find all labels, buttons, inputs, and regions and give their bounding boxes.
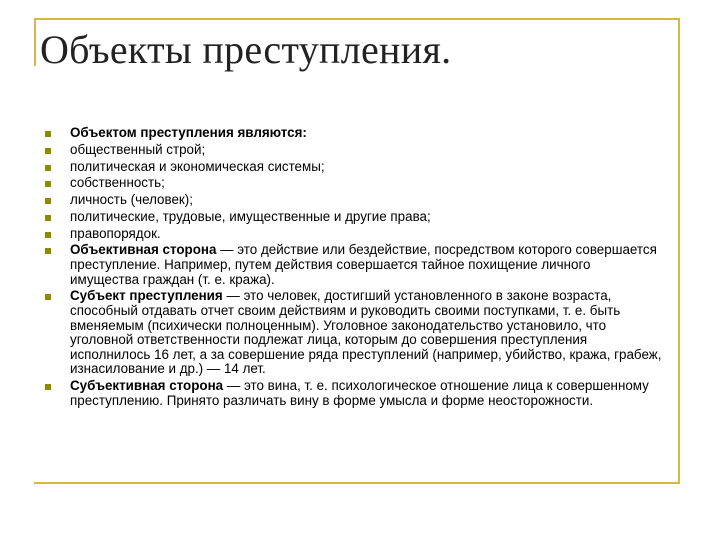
list-item — [42, 289, 662, 377]
square-bullet-icon — [45, 248, 51, 254]
item-text: — это вина, т. е. психологическое отношение лица к совершенному преступлению. Принято различать вину в форме умысла и форме неосторожности. — [70, 378, 649, 408]
square-bullet-icon — [45, 384, 51, 390]
list-item — [42, 210, 662, 225]
item-text: — это человек, достигший установленного в законе возраста, способный отдавать отчет своим действиям и руководить своими поступками, т. е. быть вменяемым (психически полноценным). Уголовное законодательство установило, что уголовной ответственности подлежат лица, которым до совершения преступления исполнилось 16 лет, а за совершение ряда преступлений (например, убийство, кража, грабеж, изнасилование и др.) — 14 лет. — [70, 288, 662, 377]
square-bullet-icon — [45, 198, 51, 204]
list-item — [42, 227, 662, 242]
square-bullet-icon — [45, 215, 51, 221]
left-rule — [34, 18, 36, 66]
item-bold-text: Субъект преступления — [70, 288, 223, 304]
item-bold-text: Объективная сторона — [70, 242, 217, 258]
square-bullet-icon — [45, 294, 51, 300]
item-text: правопорядок. — [70, 225, 161, 241]
item-text: политические, трудовые, имущественные и другие права; — [70, 208, 431, 224]
square-bullet-icon — [45, 165, 51, 171]
top-rule — [34, 18, 680, 20]
right-rule — [678, 18, 680, 483]
item-bold-text: Объектом преступления являются: — [70, 125, 307, 140]
square-bullet-icon — [45, 131, 51, 137]
item-text: политическая и экономическая системы; — [70, 158, 325, 174]
list-item — [42, 379, 662, 408]
list-item — [42, 176, 662, 191]
bottom-rule — [34, 482, 680, 484]
list-item — [42, 243, 662, 287]
square-bullet-icon — [45, 148, 51, 154]
bullet-list — [42, 126, 662, 408]
list-item — [42, 193, 662, 208]
item-text: личность (человек); — [70, 192, 193, 208]
item-text: собственность; — [70, 175, 165, 191]
slide-title: Объекты преступления. — [40, 27, 452, 72]
square-bullet-icon — [45, 232, 51, 238]
item-bold-text: Субъективная сторона — [70, 378, 224, 394]
list-item — [42, 160, 662, 175]
list-item — [42, 126, 662, 141]
item-text: общественный строй; — [70, 141, 206, 157]
item-text: — это действие или бездействие, посредством которого совершается преступление. Например, путем действия совершается тайное похищение личного имущества граждан (т. е. кража). — [70, 242, 657, 287]
list-item — [42, 143, 662, 158]
square-bullet-icon — [45, 181, 51, 187]
